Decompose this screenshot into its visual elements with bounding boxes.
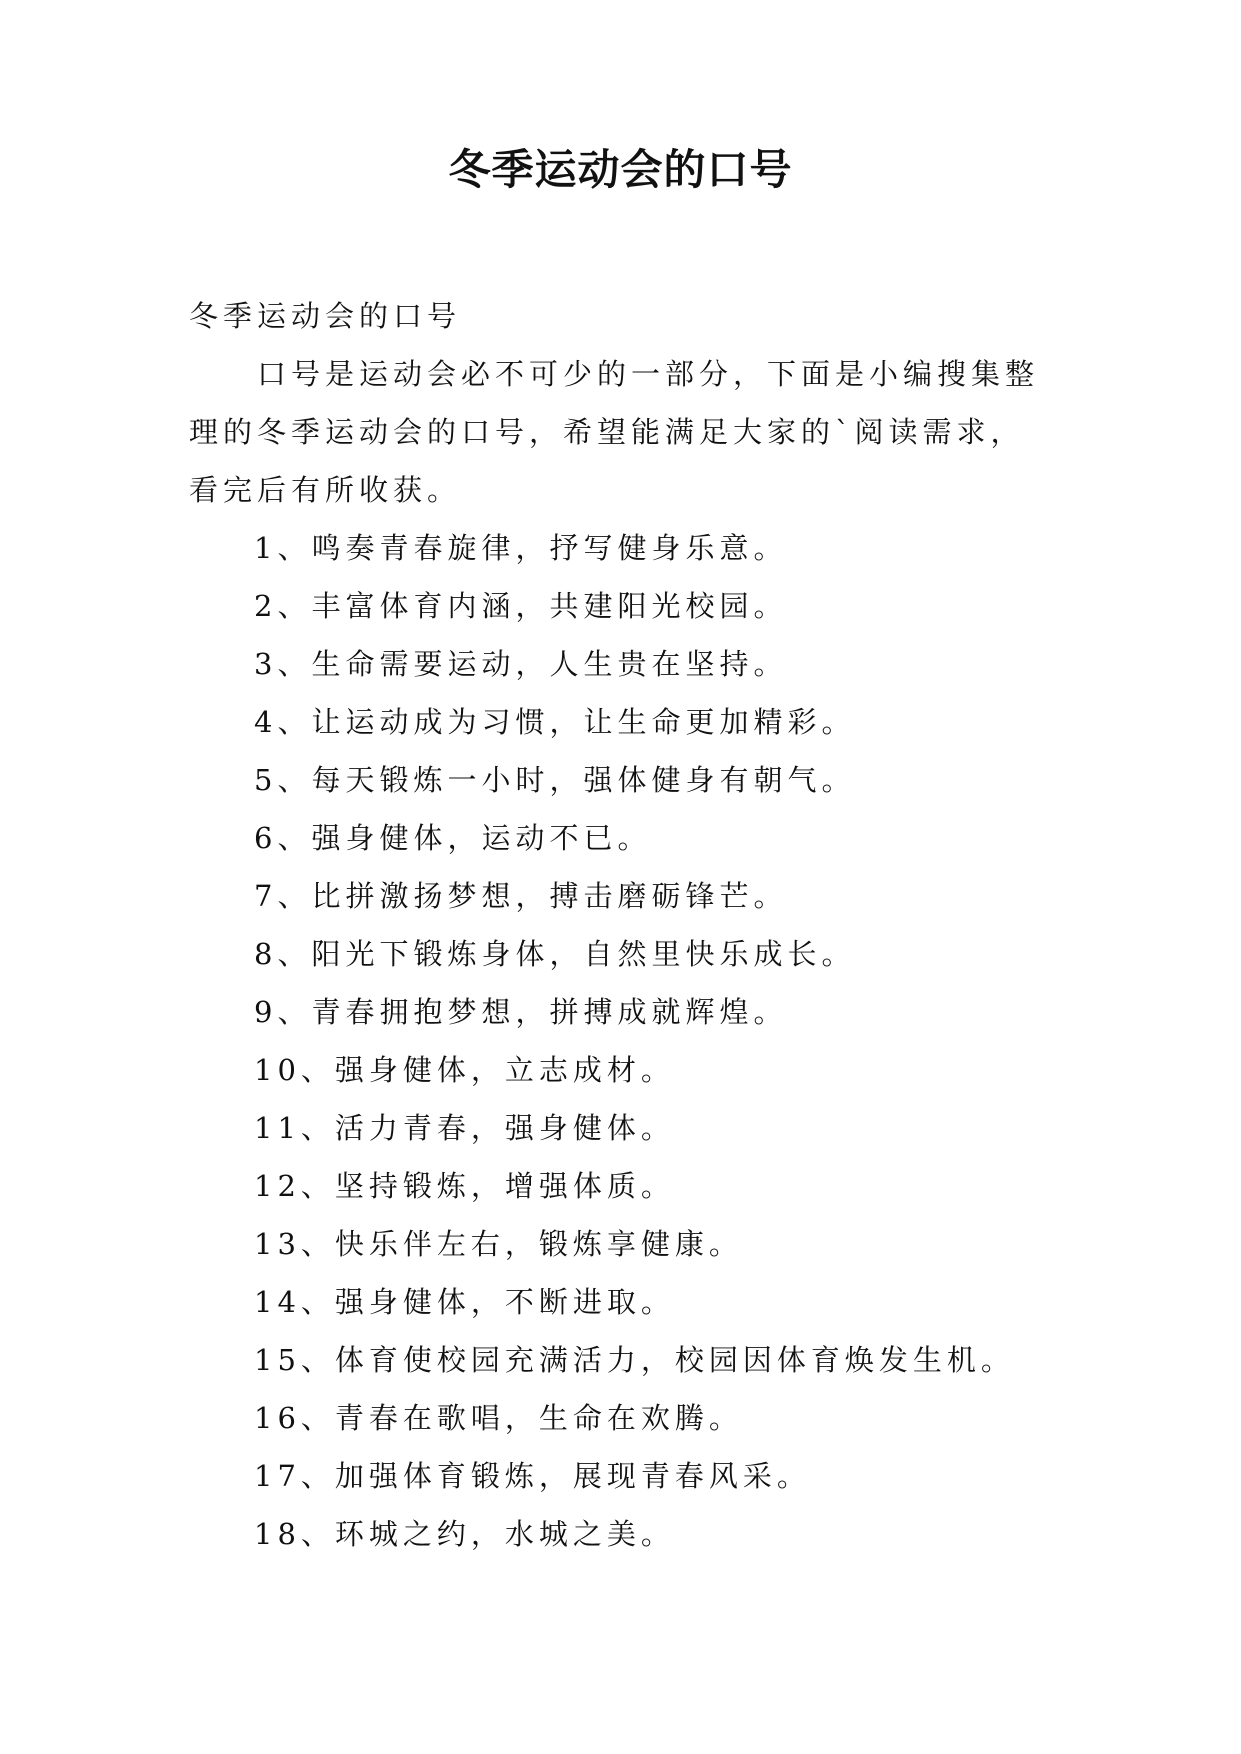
- slogan-item: 9、青春拥抱梦想，拼搏成就辉煌。: [254, 995, 788, 1029]
- slogan-item: 5、每天锻炼一小时，强体健身有朝气。: [254, 763, 856, 797]
- slogan-item: 16、青春在歌唱，生命在欢腾。: [254, 1401, 743, 1435]
- slogan-list: [189, 519, 1049, 1563]
- slogan-item: 6、强身健体，运动不已。: [254, 821, 652, 855]
- intro-paragraph: 口号是运动会必不可少的一部分，下面是小编搜集整理的冬季运动会的口号，希望能满足大家的`阅读需求，看完后有所收获。: [189, 357, 1040, 507]
- slogan-item: 10、强身健体，立志成材。: [254, 1053, 675, 1087]
- slogan-item: 8、阳光下锻炼身体，自然里快乐成长。: [254, 937, 856, 971]
- slogan-item: 14、强身健体，不断进取。: [254, 1285, 675, 1319]
- slogan-item: 13、快乐伴左右，锻炼享健康。: [254, 1227, 743, 1261]
- slogan-item: 17、加强体育锻炼，展现青春风采。: [254, 1459, 811, 1493]
- document-title: 冬季运动会的口号: [448, 145, 793, 194]
- slogan-item: 12、坚持锻炼，增强体质。: [254, 1169, 675, 1203]
- slogan-item: 7、比拼激扬梦想，搏击磨砺锋芒。: [254, 879, 788, 913]
- document-body: [189, 287, 1049, 1563]
- document-subtitle: 冬季运动会的口号: [189, 299, 462, 333]
- slogan-item: 15、体育使校园充满活力，校园因体育焕发生机。: [254, 1343, 1015, 1377]
- slogan-item: 18、环城之约，水城之美。: [254, 1517, 675, 1551]
- slogan-item: 11、活力青春，强身健体。: [254, 1111, 675, 1145]
- slogan-item: 2、丰富体育内涵，共建阳光校园。: [254, 589, 788, 623]
- slogan-item: 4、让运动成为习惯，让生命更加精彩。: [254, 705, 856, 739]
- slogan-item: 1、鸣奏青春旋律，抒写健身乐意。: [254, 531, 788, 565]
- slogan-item: 3、生命需要运动，人生贵在坚持。: [254, 647, 788, 681]
